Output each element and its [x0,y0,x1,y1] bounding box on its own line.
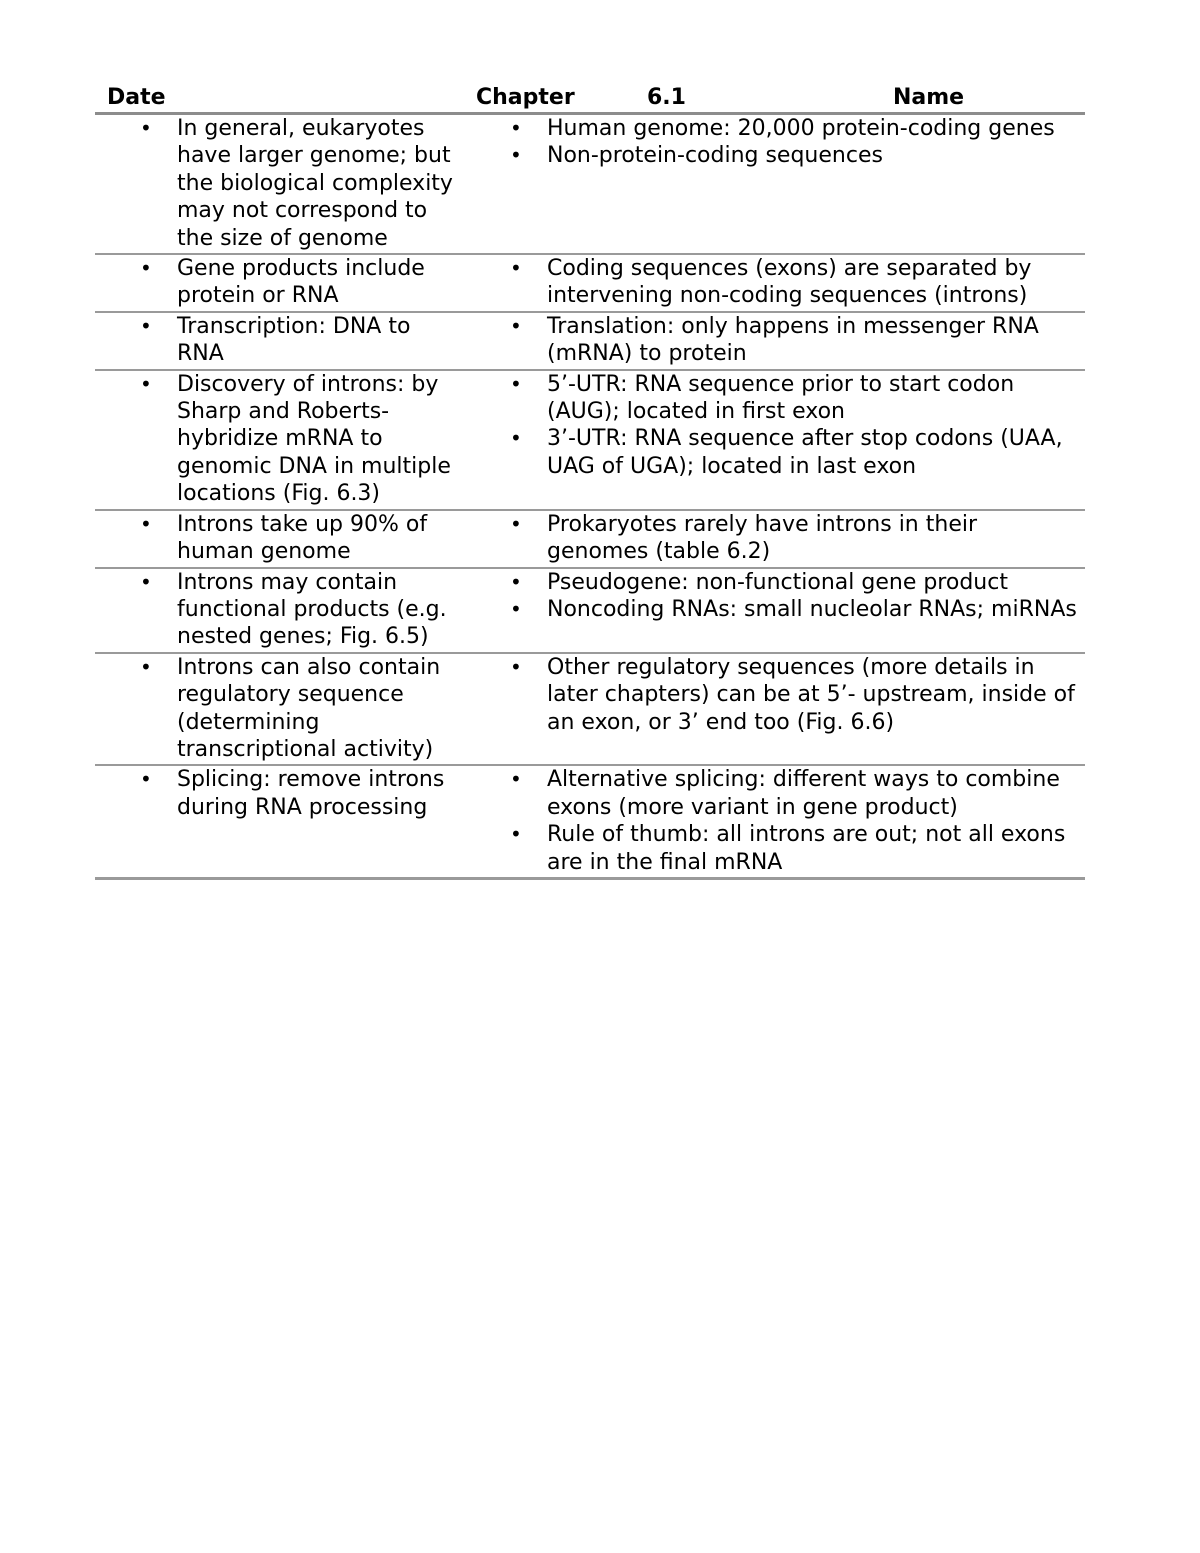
bullet-list [465,371,1085,481]
left-column [95,654,465,764]
bullet-list [95,255,465,310]
left-column [95,511,465,566]
bullet-item [95,115,465,252]
bullet-item [95,371,465,508]
bullet-text: Non-protein-coding sequences [547,143,883,169]
bullet-item [95,766,465,821]
chapter-label: Chapter [476,85,575,110]
bullet-text: Introns take up 90% of human genome [177,511,428,565]
bullet-icon: • [510,569,522,594]
bullet-icon: • [140,313,152,338]
bullet-list [465,511,1085,566]
bullet-list [95,511,465,566]
left-column [95,255,465,310]
bullet-icon: • [510,116,522,140]
right-column [465,255,1085,310]
right-column [465,654,1085,764]
bullet-icon: • [140,256,152,281]
bullet-item [95,511,465,566]
left-column [95,371,465,508]
bullet-item [465,596,1085,623]
bullet-list [95,115,465,252]
bullet-icon: • [510,143,522,168]
bullet-item [95,569,465,651]
bullet-item [465,654,1085,736]
notes-row [95,371,1085,511]
bullet-text: Discovery of introns: by Sharp and Roberts- hybridize mRNA to genomic DNA in multiple locations (Fig. 6.3) [177,371,451,507]
notes-sheet [95,84,1085,880]
bullet-item [465,511,1085,566]
bullet-icon: • [510,313,522,338]
bullet-icon: • [510,767,522,792]
bullet-list [95,654,465,764]
bullet-item [465,142,1085,169]
bullet-list [95,766,465,821]
right-column [465,371,1085,508]
notes-row [95,569,1085,654]
bullet-item [465,255,1085,310]
bullet-item [465,569,1085,596]
left-column [95,569,465,651]
bullet-text: Transcription: DNA to RNA [177,313,411,367]
bullet-item [95,654,465,764]
bullet-text: Gene products include protein or RNA [177,256,425,309]
bullet-icon: • [140,767,152,792]
bullet-list [465,569,1085,624]
bullet-text: Alternative splicing: different ways to combine exons (more variant in gene product) [547,767,1060,820]
bullet-text: Translation: only happens in messenger RNA (mRNA) to protein [547,313,1039,367]
bullet-icon: • [510,426,522,451]
bullet-text: Introns may contain functional products (e.g. nested genes; Fig. 6.5) [177,569,447,650]
bullet-list [465,115,1085,170]
bullet-item [95,313,465,368]
bullet-icon: • [510,654,522,679]
notes-table [95,115,1085,880]
bullet-item [465,371,1085,426]
notes-row [95,115,1085,255]
bullet-icon: • [140,371,152,396]
bullet-list [465,313,1085,368]
bullet-list [465,654,1085,736]
bullet-text: Introns can also contain regulatory sequence (determining transcriptional activity) [177,654,441,762]
bullet-text: Pseudogene: non-functional gene product [547,569,1008,595]
bullet-text: Other regulatory sequences (more details in later chapters) can be at 5’- upstream, inside of an exon, or 3’ end too (Fig. 6.6) [547,654,1075,735]
bullet-item [95,255,465,310]
right-column [465,569,1085,651]
left-column [95,313,465,368]
bullet-text: 3’-UTR: RNA sequence after stop codons (UAA, UAG of UGA); located in last exon [547,426,1063,479]
date-label: Date [107,85,166,110]
right-column [465,313,1085,368]
bullet-list [95,313,465,368]
notes-row [95,654,1085,767]
bullet-list [465,766,1085,876]
notes-row [95,255,1085,313]
right-column [465,115,1085,252]
bullet-list [95,371,465,508]
bullet-text: Splicing: remove introns during RNA processing [177,767,445,820]
bullet-text: In general, eukaryotes have larger genome; but the biological complexity may not correspond to the size of genome [177,116,453,251]
bullet-text: Noncoding RNAs: small nucleolar RNAs; miRNAs [547,596,1077,622]
header-row [95,84,1085,115]
bullet-icon: • [140,569,152,594]
bullet-icon: • [510,596,522,621]
bullet-item [465,425,1085,480]
bullet-icon: • [140,654,152,679]
bullet-item [465,115,1085,142]
bullet-item [465,821,1085,876]
notes-row [95,313,1085,371]
notes-row [95,766,1085,880]
bullet-list [95,569,465,651]
bullet-item [465,313,1085,368]
bullet-text: Prokaryotes rarely have introns in their genomes (table 6.2) [547,511,978,565]
chapter-number: 6.1 [647,85,686,110]
notes-row [95,511,1085,569]
right-column [465,766,1085,876]
bullet-icon: • [510,511,522,536]
bullet-icon: • [510,371,522,396]
bullet-item [465,766,1085,821]
bullet-icon: • [510,256,522,281]
bullet-icon: • [510,822,522,847]
bullet-text: 5’-UTR: RNA sequence prior to start codon (AUG); located in first exon [547,371,1015,425]
bullet-text: Rule of thumb: all introns are out; not all exons are in the final mRNA [547,822,1066,875]
left-column [95,115,465,252]
name-label: Name [893,85,965,110]
bullet-list [465,255,1085,310]
bullet-text: Coding sequences (exons) are separated by intervening non-coding sequences (introns) [547,256,1032,309]
bullet-icon: • [140,116,152,140]
bullet-icon: • [140,511,152,536]
bullet-text: Human genome: 20,000 protein-coding genes [547,116,1055,141]
right-column [465,511,1085,566]
left-column [95,766,465,876]
